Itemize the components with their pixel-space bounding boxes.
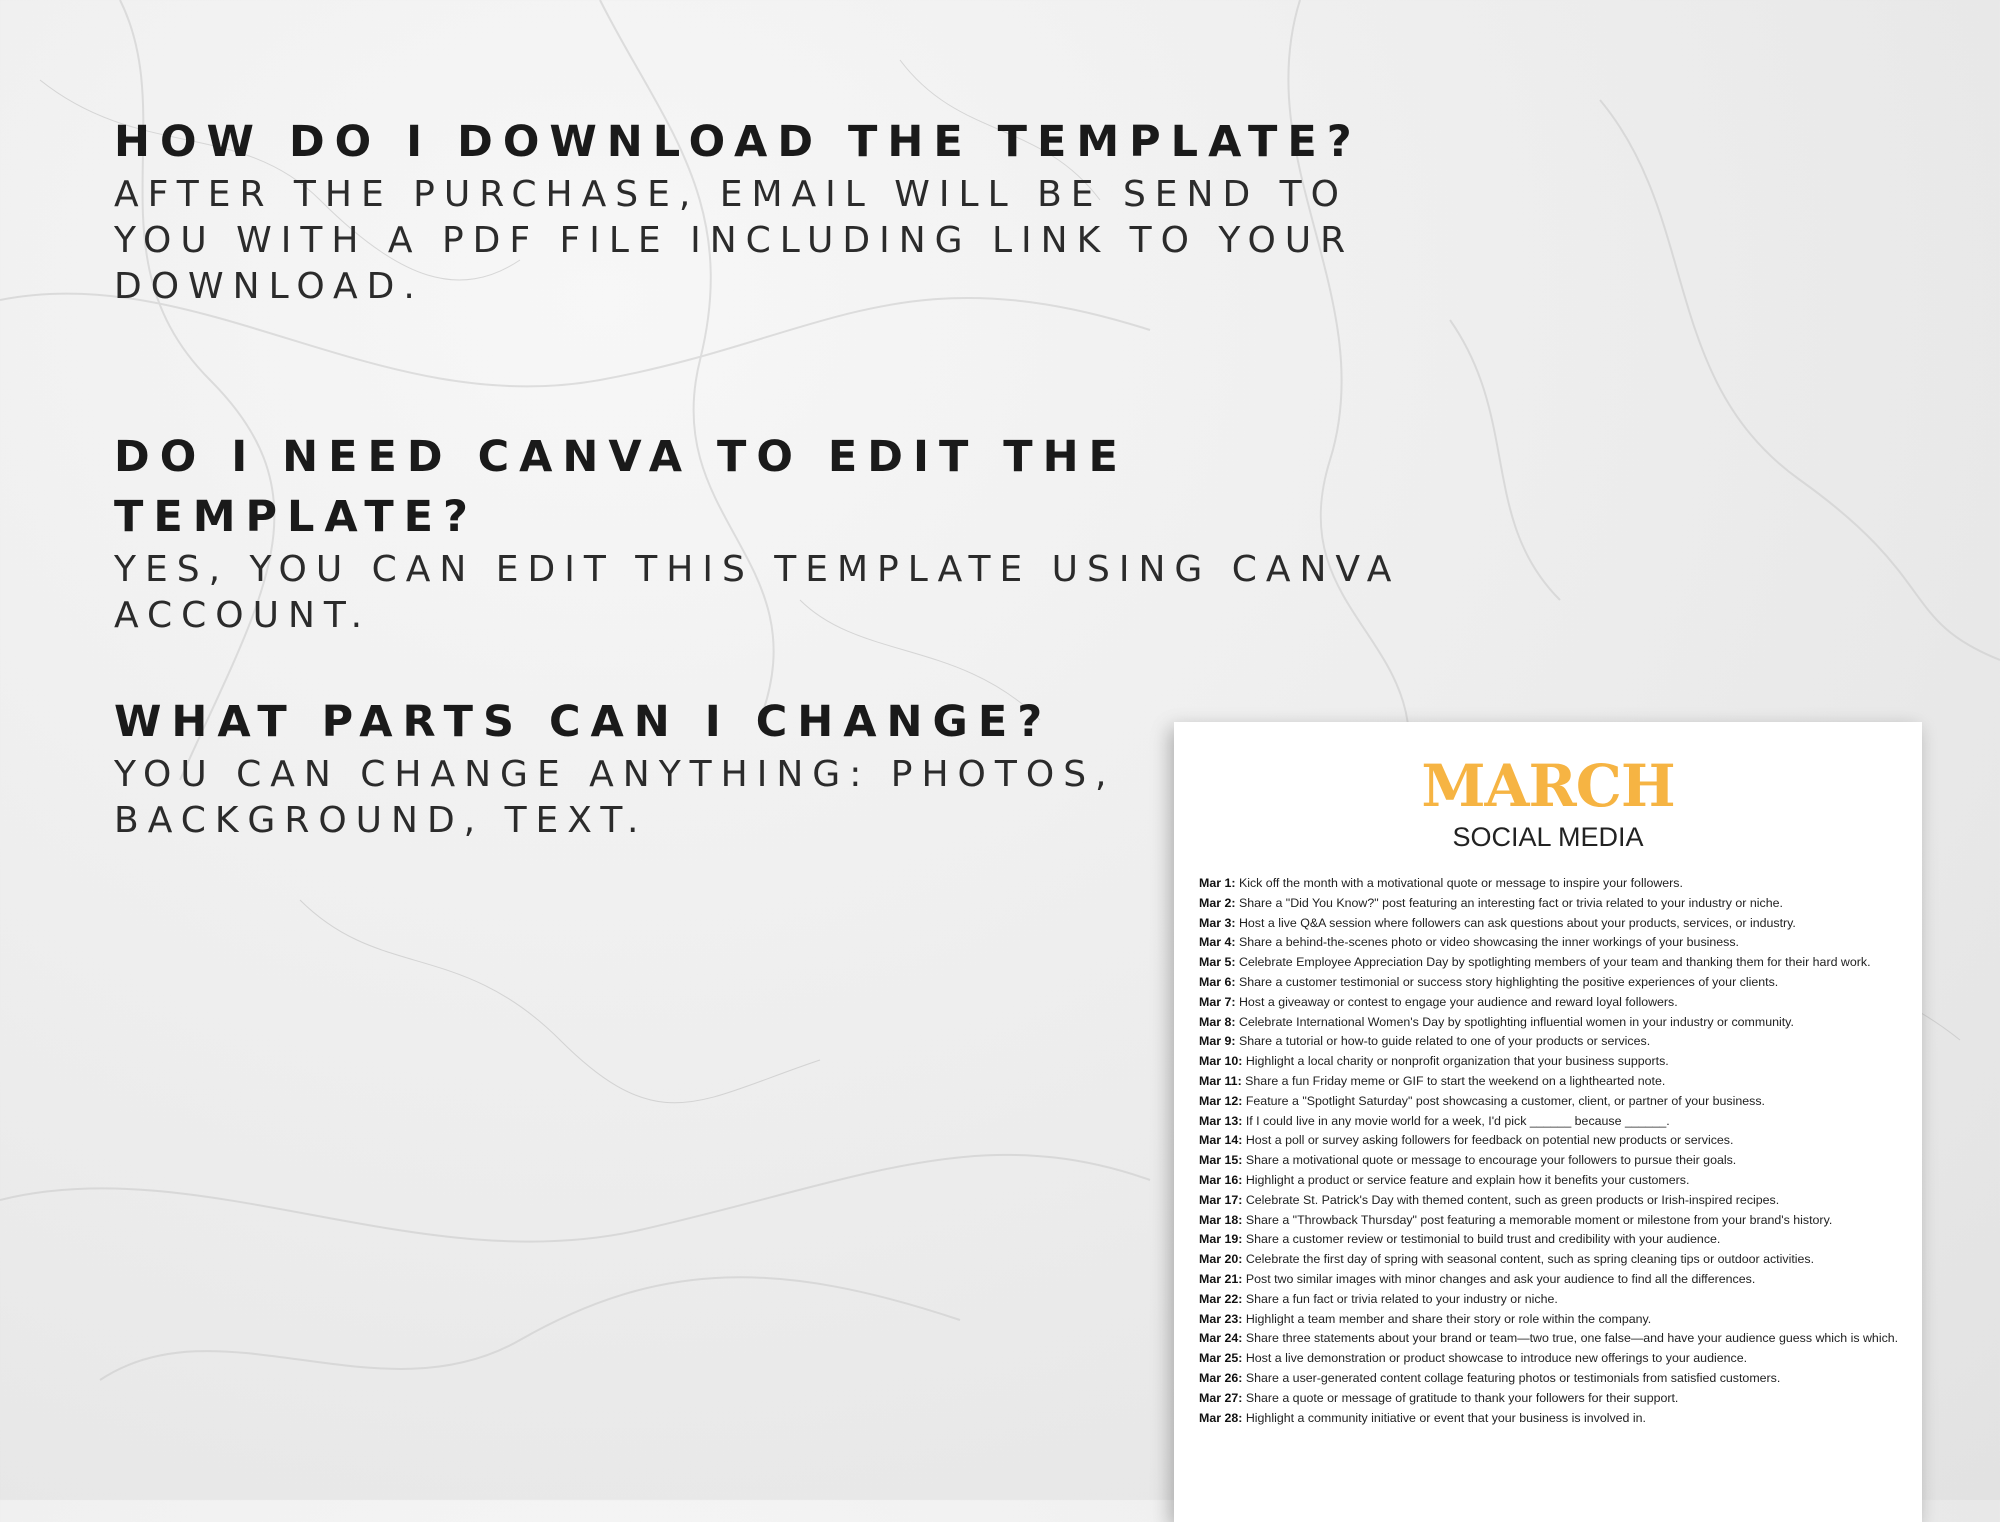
entry-text: Celebrate International Women's Day by spotlighting influential women in your industry or community. <box>1238 1014 1794 1029</box>
entry-text: Post two similar images with minor changes and ask your audience to find all the differences. <box>1245 1271 1756 1286</box>
entry-text: Kick off the month with a motivational quote or message to inspire your followers. <box>1238 876 1683 890</box>
faq-answer: AFTER THE PURCHASE, EMAIL WILL BE SEND TO YOU WITH A PDF FILE INCLUDING LINK TO YOUR DOWNLOAD. <box>114 174 1355 307</box>
list-item <box>1199 1290 1899 1310</box>
list-item <box>1199 953 1899 973</box>
list-item <box>1199 874 1899 894</box>
entry-text: Share a behind-the-scenes photo or video showcasing the inner workings of your business. <box>1238 935 1740 950</box>
faq-answer: YOU CAN CHANGE ANYTHING: PHOTOS, BACKGROUND, TEXT. <box>114 754 1116 841</box>
list-item <box>1199 933 1899 953</box>
entry-text: Host a live Q&A session where followers can ask questions about your products, services, or industry. <box>1238 915 1796 930</box>
entry-text: Share a fun Friday meme or GIF to start the weekend on a lighthearted note. <box>1245 1073 1666 1088</box>
entry-text: Celebrate Employee Appreciation Day by spotlighting members of your team and thanking them for their hard work. <box>1238 955 1871 970</box>
document-title: MARCH <box>1421 752 1675 820</box>
list-item <box>1199 1369 1899 1389</box>
entry-text: Highlight a product or service feature and explain how it benefits your customers. <box>1245 1172 1690 1187</box>
document-subtitle: SOCIAL MEDIA <box>1452 822 1644 852</box>
list-item <box>1199 993 1899 1013</box>
list-item <box>1199 1310 1899 1330</box>
document-entries <box>1199 874 1899 1428</box>
entry-day: Mar 8: <box>1199 1014 1236 1029</box>
entry-day: Mar 28: <box>1199 1410 1243 1425</box>
list-item <box>1199 1191 1899 1211</box>
entry-text: Share a user-generated content collage featuring photos or testimonials from satisfied customers. <box>1245 1370 1781 1385</box>
entry-text: If I could live in any movie world for a week, I'd pick ______ because ______. <box>1245 1113 1670 1128</box>
entry-day: Mar 27: <box>1199 1390 1243 1405</box>
list-item <box>1199 1131 1899 1151</box>
entry-text: Host a live demonstration or product showcase to introduce new offerings to your audience. <box>1245 1351 1748 1366</box>
entry-day: Mar 22: <box>1199 1291 1243 1306</box>
faq-question: WHAT PARTS CAN I CHANGE? <box>114 697 1053 747</box>
document-preview <box>1174 722 1922 1522</box>
list-item <box>1199 1013 1899 1033</box>
entry-text: Share three statements about your brand or team—two true, one false—and have your audience guess which is which. <box>1245 1331 1899 1346</box>
entry-text: Share a tutorial or how-to guide related to one of your products or services. <box>1238 1034 1651 1049</box>
entry-text: Share a "Throwback Thursday" post featuring a memorable moment or milestone from your brand's history. <box>1245 1212 1833 1227</box>
list-item <box>1199 1250 1899 1270</box>
entry-day: Mar 3: <box>1199 915 1236 930</box>
list-item <box>1199 1230 1899 1250</box>
entry-text: Host a poll or survey asking followers for feedback on potential new products or services. <box>1245 1133 1734 1148</box>
list-item <box>1199 894 1899 914</box>
entry-day: Mar 1: <box>1199 876 1236 890</box>
entry-day: Mar 18: <box>1199 1212 1243 1227</box>
list-item <box>1199 973 1899 993</box>
list-item <box>1199 1151 1899 1171</box>
entry-day: Mar 17: <box>1199 1192 1243 1207</box>
entry-day: Mar 24: <box>1199 1331 1243 1346</box>
entry-text: Celebrate the first day of spring with seasonal content, such as spring cleaning tips or outdoor activities. <box>1245 1252 1815 1267</box>
entry-day: Mar 19: <box>1199 1232 1243 1247</box>
entry-day: Mar 10: <box>1199 1054 1243 1069</box>
entry-text: Share a fun fact or trivia related to your industry or niche. <box>1245 1291 1558 1306</box>
entry-text: Share a customer review or testimonial to build trust and credibility with your audience. <box>1245 1232 1721 1247</box>
entry-day: Mar 16: <box>1199 1172 1243 1187</box>
entry-day: Mar 14: <box>1199 1133 1243 1148</box>
entry-day: Mar 20: <box>1199 1252 1243 1267</box>
faq-answer: YES, YOU CAN EDIT THIS TEMPLATE USING CANVA ACCOUNT. <box>114 549 1401 636</box>
entry-day: Mar 7: <box>1199 994 1236 1009</box>
list-item <box>1199 1270 1899 1290</box>
list-item <box>1199 1072 1899 1092</box>
entry-text: Share a motivational quote or message to encourage your followers to pursue their goals. <box>1245 1153 1737 1168</box>
entry-text: Feature a "Spotlight Saturday" post showcasing a customer, client, or partner of your business. <box>1245 1093 1765 1108</box>
list-item <box>1199 1349 1899 1369</box>
entry-day: Mar 5: <box>1199 955 1236 970</box>
list-item <box>1199 1389 1899 1409</box>
entry-text: Celebrate St. Patrick's Day with themed content, such as green products or Irish-inspired recipes. <box>1245 1192 1780 1207</box>
list-item <box>1199 1052 1899 1072</box>
faq-item <box>114 692 1214 844</box>
entry-day: Mar 15: <box>1199 1153 1243 1168</box>
list-item <box>1199 1211 1899 1231</box>
entry-day: Mar 13: <box>1199 1113 1243 1128</box>
list-item <box>1199 914 1899 934</box>
faq-item <box>114 427 1434 639</box>
list-item <box>1199 1329 1899 1349</box>
entry-day: Mar 12: <box>1199 1093 1243 1108</box>
entry-day: Mar 26: <box>1199 1370 1243 1385</box>
entry-day: Mar 2: <box>1199 895 1236 910</box>
list-item <box>1199 1032 1899 1052</box>
entry-text: Highlight a community initiative or event that your business is involved in. <box>1245 1410 1646 1425</box>
entry-day: Mar 23: <box>1199 1311 1243 1326</box>
entry-day: Mar 9: <box>1199 1034 1236 1049</box>
faq-item <box>114 112 1434 310</box>
faq-question: HOW DO I DOWNLOAD THE TEMPLATE? <box>114 117 1362 167</box>
entry-text: Share a "Did You Know?" post featuring an interesting fact or trivia related to your industry or niche. <box>1238 895 1783 910</box>
list-item <box>1199 1171 1899 1191</box>
list-item <box>1199 1112 1899 1132</box>
entry-text: Host a giveaway or contest to engage your audience and reward loyal followers. <box>1238 994 1678 1009</box>
faq-question: DO I NEED CANVA TO EDIT THE TEMPLATE? <box>114 432 1128 542</box>
list-item <box>1199 1409 1899 1429</box>
entry-day: Mar 6: <box>1199 974 1236 989</box>
entry-text: Highlight a team member and share their story or role within the company. <box>1245 1311 1652 1326</box>
entry-text: Highlight a local charity or nonprofit organization that your business supports. <box>1245 1054 1669 1069</box>
list-item <box>1199 1092 1899 1112</box>
entry-day: Mar 21: <box>1199 1271 1243 1286</box>
entry-day: Mar 25: <box>1199 1351 1243 1366</box>
entry-day: Mar 4: <box>1199 935 1236 950</box>
entry-text: Share a quote or message of gratitude to thank your followers for their support. <box>1245 1390 1679 1405</box>
entry-day: Mar 11: <box>1199 1073 1242 1088</box>
entry-text: Share a customer testimonial or success story highlighting the positive experiences of your clients. <box>1238 974 1779 989</box>
